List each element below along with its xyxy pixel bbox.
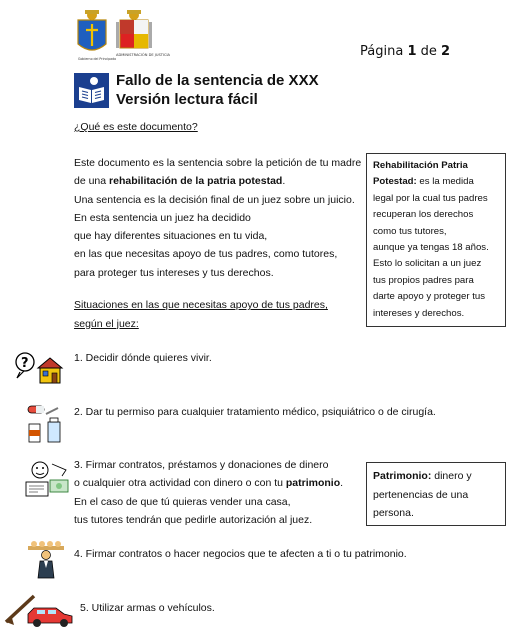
intro-line: En esta sentencia un juez ha decidido	[74, 211, 251, 224]
intro-line: Este documento es la sentencia sobre la petición de tu madre	[74, 157, 362, 169]
situation-item-5: 5. Utilizar armas o vehículos.	[80, 602, 215, 614]
intro-line: para proteger tus intereses y tus derechos.	[74, 266, 274, 279]
situation-item-1: 1. Decidir dónde quieres vivir.	[74, 352, 212, 364]
glossary-box-rehabilitacion: Rehabilitación Patria Potestad: es la medida legal por la cual tus padres recuperan los derechos como tus tutores, aunque ya tengas 18 años. Esto lo solicitan a un juez tus propios padres para darte apoyo y proteger tus intereses y derechos.	[366, 153, 506, 327]
glossary-box-patrimonio: Patrimonio: dinero y pertenencias de una persona.	[366, 462, 506, 526]
situation-item-2: 2. Dar tu permiso para cualquier tratamiento médico, psiquiátrico o de cirugía.	[74, 406, 436, 418]
title-line-2: Versión lectura fácil	[116, 91, 258, 108]
item-3-line: o cualquier otra actividad con dinero o con tu patrimonio.	[74, 477, 344, 490]
business-people-icon	[26, 540, 66, 580]
intro-line: que hay diferentes situaciones en tu vida,	[74, 230, 268, 243]
header-seals	[76, 6, 171, 64]
document-title	[116, 71, 319, 109]
situation-item-3	[74, 456, 343, 529]
easy-read-logo-icon	[74, 73, 109, 108]
question-house-icon	[14, 350, 64, 384]
intro-line: en las que necesitas apoyo de tus padres, como tutores,	[74, 248, 338, 261]
question-link[interactable]: ¿Qué es este documento?	[74, 121, 198, 133]
situations-heading: Situaciones en las que necesitas apoyo de tus padres, según el juez:	[74, 299, 328, 330]
page-number: Página 1 de 2	[360, 44, 451, 59]
situation-item-4: 4. Firmar contratos o hacer negocios que te afecten a ti o tu patrimonio.	[74, 548, 407, 560]
intro-paragraph	[74, 154, 364, 282]
svg-text:ADMINISTRACIÓN DE JUSTICIA: ADMINISTRACIÓN DE JUSTICIA	[116, 53, 171, 57]
svg-text:?: ?	[21, 356, 29, 371]
contract-money-icon	[22, 458, 70, 500]
item-3-line: tus tutores tendrán que pedirle autorización al juez.	[74, 513, 313, 526]
intro-line: Una sentencia es la decisión final de un juez sobre un juicio.	[74, 193, 355, 206]
medicine-icon	[24, 404, 66, 444]
weapon-car-icon	[4, 592, 76, 628]
svg-text:Gobierno del Principado: Gobierno del Principado	[78, 57, 117, 61]
coat-of-arms-spain-icon	[116, 10, 152, 48]
title-line-1: Fallo de la sentencia de XXX	[116, 72, 319, 89]
item-3-line: 3. Firmar contratos, préstamos y donaciones de dinero	[74, 459, 329, 471]
intro-line: de una rehabilitación de la patria potestad.	[74, 175, 286, 188]
item-3-line: En el caso de que tú quieras vender una casa,	[74, 495, 291, 508]
coat-of-arms-asturias-icon	[78, 10, 106, 50]
